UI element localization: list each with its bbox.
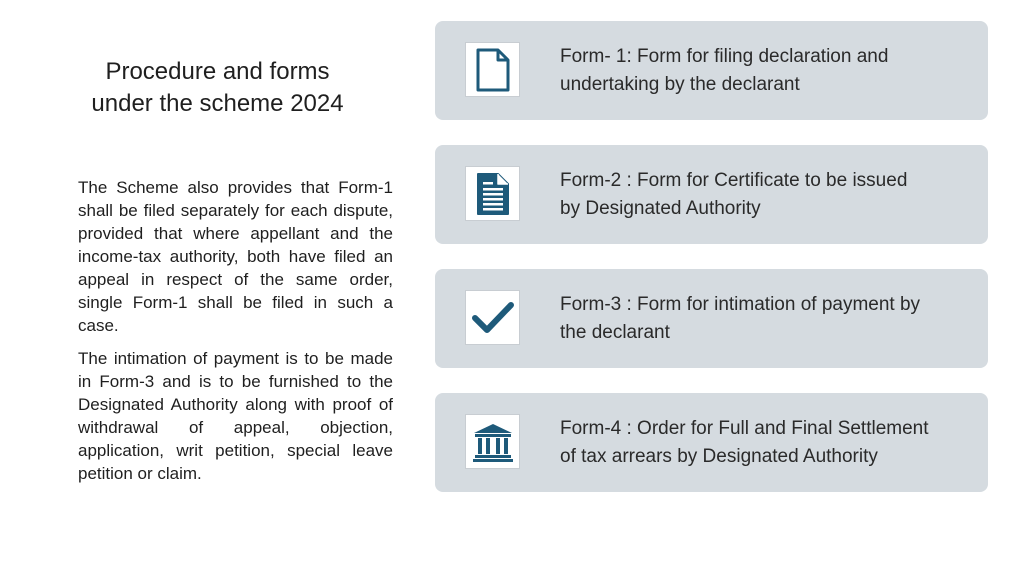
page-title-line-1: Procedure and forms <box>105 58 330 85</box>
form-3-description <box>560 291 980 347</box>
form-1-card <box>435 21 988 120</box>
form-4-card <box>435 393 988 492</box>
form-2-icon-frame <box>465 166 520 221</box>
form-4-line-2: of tax arrears by Designated Authority <box>560 446 878 467</box>
description-text <box>78 176 393 495</box>
form-3-line-2: the declarant <box>560 322 670 343</box>
form-3-icon-frame <box>465 290 520 345</box>
form-2-description <box>560 167 980 223</box>
form-4-icon-frame <box>465 414 520 469</box>
bank-building-icon <box>472 422 514 462</box>
document-icon <box>475 48 511 92</box>
page-title <box>60 56 375 120</box>
paragraph-payment-intimation: The intimation of payment is to be made in Form-3 and is to be furnished to the Designated Authority along with proof of withdrawal of appeal, objection, application, writ petition, special leave petition or claim. <box>78 349 393 483</box>
form-1-line-1: Form- 1: Form for filing declaration and <box>560 46 889 67</box>
page-title-line-2: under the scheme 2024 <box>91 90 344 117</box>
form-2-line-1: Form-2 : Form for Certificate to be issued <box>560 170 908 191</box>
form-1-description <box>560 43 980 99</box>
form-4-description <box>560 415 980 471</box>
paragraph-form-1-filing: The Scheme also provides that Form-1 shall be filed separately for each dispute, provided that where appellant and the income-tax authority, both have filed an appeal in respect of the same order, single Form-1 shall be filed in such a case. <box>78 178 393 335</box>
text-document-icon <box>475 172 511 216</box>
form-2-line-2: by Designated Authority <box>560 198 761 219</box>
form-3-card <box>435 269 988 368</box>
form-3-line-1: Form-3 : Form for intimation of payment by <box>560 294 921 315</box>
form-1-line-2: undertaking by the declarant <box>560 74 800 95</box>
form-4-line-1: Form-4 : Order for Full and Final Settlement <box>560 418 929 439</box>
checkmark-icon <box>471 300 515 336</box>
form-2-card <box>435 145 988 244</box>
form-1-icon-frame <box>465 42 520 97</box>
